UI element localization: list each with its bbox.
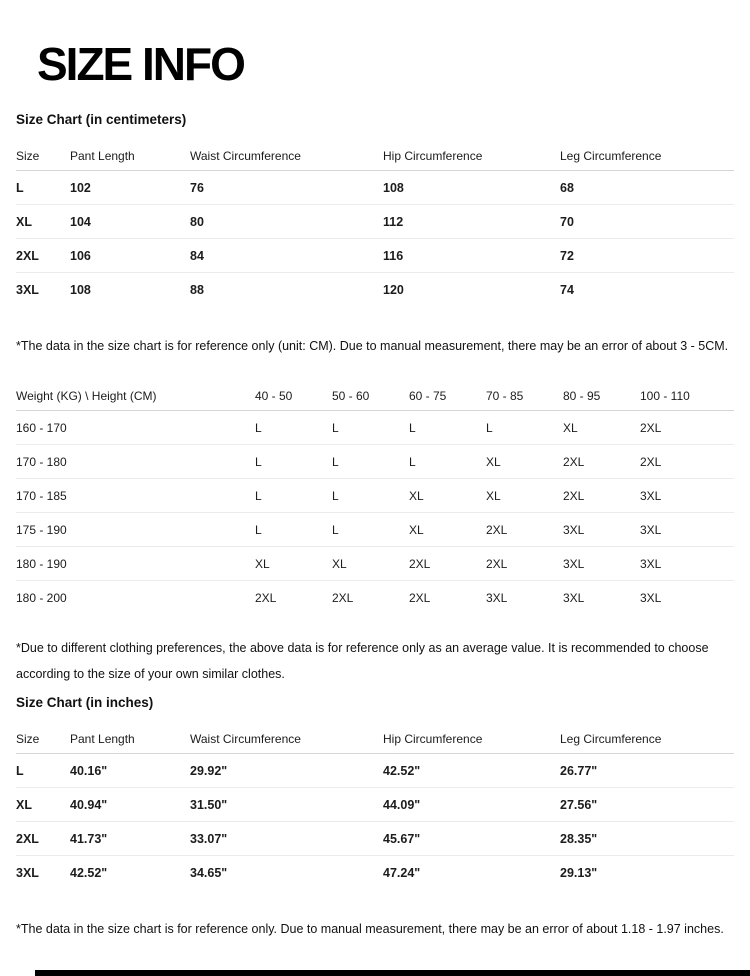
recommended-size: L [255, 454, 262, 469]
measurement-value: 40.94" [70, 797, 108, 812]
table-row [16, 205, 734, 239]
measurement-value: 42.52" [383, 763, 421, 778]
measurement-value: 40.16" [70, 763, 108, 778]
measurement-value: 29.13" [560, 866, 598, 881]
recommended-size: XL [409, 488, 424, 503]
recommended-size: 3XL [640, 591, 662, 606]
recommended-size: L [332, 488, 339, 503]
recommended-size: 3XL [563, 591, 585, 606]
measurement-value: 88 [190, 283, 204, 298]
column-header: Size [16, 731, 40, 746]
column-header: Leg Circumference [560, 731, 662, 746]
measurement-value: 108 [383, 180, 404, 195]
bottom-divider [35, 970, 750, 976]
measurement-value: 72 [560, 248, 574, 263]
table-row [16, 239, 734, 273]
table-row [16, 581, 734, 615]
weight-range-header: 100 - 110 [640, 388, 690, 403]
column-header: Waist Circumference [190, 148, 301, 163]
inch-chart-heading: Size Chart (in inches) [16, 695, 154, 711]
recommended-size: 2XL [486, 556, 508, 571]
measurement-value: 26.77" [560, 763, 598, 778]
column-header: Pant Length [70, 731, 135, 746]
column-header: Pant Length [70, 148, 135, 163]
table-row [16, 547, 734, 581]
size-label: L [16, 763, 24, 778]
header-row [16, 724, 734, 754]
weight-range-header: 70 - 85 [486, 388, 524, 403]
recommended-size: 2XL [409, 591, 431, 606]
recommended-size: 3XL [486, 591, 508, 606]
weight-height-fit-table [16, 381, 734, 615]
recommended-size: XL [486, 488, 501, 503]
recommended-size: L [332, 420, 339, 435]
table-row [16, 822, 734, 856]
column-header: Hip Circumference [383, 148, 483, 163]
recommended-size: L [332, 522, 339, 537]
header-row [16, 381, 734, 411]
measurement-value: 33.07" [190, 831, 228, 846]
height-range-label: 180 - 200 [16, 591, 67, 606]
size-label: XL [16, 797, 32, 812]
measurement-value: 68 [560, 180, 574, 195]
size-label: 2XL [16, 831, 39, 846]
table-row [16, 788, 734, 822]
measurement-value: 70 [560, 214, 574, 229]
measurement-value: 120 [383, 283, 404, 298]
column-header: Hip Circumference [383, 731, 483, 746]
height-range-label: 175 - 190 [16, 522, 67, 537]
recommended-size: L [255, 488, 262, 503]
weight-range-header: 60 - 75 [409, 388, 447, 403]
inch-chart-note: *The data in the size chart is for reference only. Due to manual measurement, there may be an error of about 1.18 - 1.97 inches. [16, 922, 724, 937]
recommended-size: L [486, 420, 493, 435]
recommended-size: L [332, 454, 339, 469]
size-label: L [16, 180, 24, 195]
height-range-label: 160 - 170 [16, 420, 67, 435]
measurement-value: 112 [383, 214, 404, 229]
recommended-size: L [409, 454, 416, 469]
recommended-size: 3XL [640, 488, 662, 503]
measurement-value: 29.92" [190, 763, 228, 778]
measurement-value: 42.52" [70, 866, 108, 881]
table-row [16, 273, 734, 307]
recommended-size: XL [255, 556, 270, 571]
cm-chart-heading: Size Chart (in centimeters) [16, 112, 187, 128]
height-range-label: 170 - 185 [16, 488, 67, 503]
recommended-size: 3XL [640, 522, 662, 537]
measurement-value: 76 [190, 180, 204, 195]
measurement-value: 31.50" [190, 797, 228, 812]
recommended-size: 3XL [563, 556, 585, 571]
recommended-size: 2XL [255, 591, 277, 606]
recommended-size: 2XL [640, 454, 662, 469]
size-chart-inch-table [16, 724, 734, 890]
height-range-label: 170 - 180 [16, 454, 67, 469]
recommended-size: L [255, 522, 262, 537]
page-title: SIZE INFO [37, 38, 244, 90]
recommended-size: 2XL [563, 488, 585, 503]
size-label: XL [16, 214, 32, 229]
recommended-size: 2XL [640, 420, 662, 435]
measurement-value: 102 [70, 180, 91, 195]
measurement-value: 74 [560, 283, 574, 298]
weight-range-header: 40 - 50 [255, 388, 293, 403]
recommended-size: 2XL [332, 591, 354, 606]
table-row [16, 479, 734, 513]
measurement-value: 84 [190, 248, 204, 263]
measurement-value: 47.24" [383, 866, 421, 881]
table-row [16, 754, 734, 788]
header-row [16, 141, 734, 171]
measurement-value: 80 [190, 214, 204, 229]
column-header: Size [16, 148, 40, 163]
recommended-size: 2XL [486, 522, 508, 537]
measurement-value: 104 [70, 214, 91, 229]
height-range-label: 180 - 190 [16, 556, 67, 571]
measurement-value: 28.35" [560, 831, 598, 846]
measurement-value: 34.65" [190, 866, 228, 881]
table-row [16, 513, 734, 547]
measurement-value: 108 [70, 283, 91, 298]
size-label: 3XL [16, 866, 39, 881]
recommended-size: XL [563, 420, 578, 435]
measurement-value: 41.73" [70, 831, 108, 846]
recommended-size: 2XL [563, 454, 585, 469]
recommended-size: 2XL [409, 556, 431, 571]
column-header: Waist Circumference [190, 731, 301, 746]
table-row [16, 445, 734, 479]
measurement-value: 44.09" [383, 797, 421, 812]
size-label: 2XL [16, 248, 39, 263]
measurement-value: 27.56" [560, 797, 598, 812]
size-chart-cm-table [16, 141, 734, 307]
measurement-value: 116 [383, 248, 404, 263]
cm-chart-note: *The data in the size chart is for reference only (unit: CM). Due to manual measurement, there may be an error of about 3 - 5CM. [16, 339, 729, 354]
weight-range-header: 50 - 60 [332, 388, 370, 403]
recommended-size: 3XL [640, 556, 662, 571]
fit-table-note: *Due to different clothing preferences, the above data is for reference only as an average value. It is recommended to choose according to the size of your own similar clothes. [16, 641, 709, 682]
recommended-size: XL [332, 556, 347, 571]
measurement-value: 45.67" [383, 831, 421, 846]
measurement-value: 106 [70, 248, 91, 263]
table-row [16, 171, 734, 205]
corner-label: Weight (KG) \ Height (CM) [16, 388, 157, 403]
weight-range-header: 80 - 95 [563, 388, 601, 403]
recommended-size: L [409, 420, 416, 435]
column-header: Leg Circumference [560, 148, 662, 163]
recommended-size: XL [409, 522, 424, 537]
recommended-size: L [255, 420, 262, 435]
table-row [16, 856, 734, 890]
recommended-size: XL [486, 454, 501, 469]
recommended-size: 3XL [563, 522, 585, 537]
table-row [16, 411, 734, 445]
size-label: 3XL [16, 283, 39, 298]
